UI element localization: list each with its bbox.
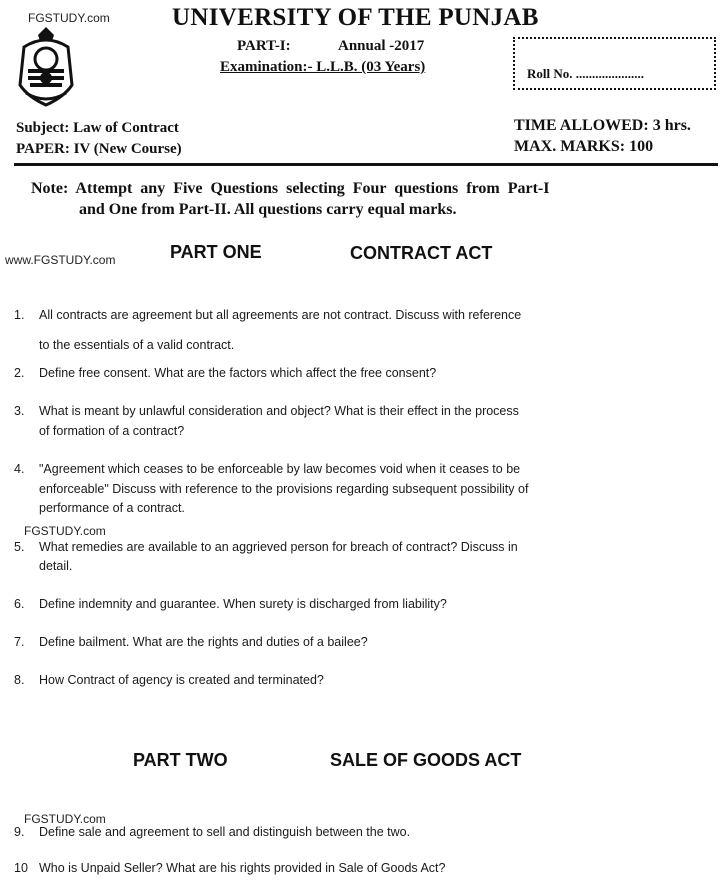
question-number: 10	[14, 861, 28, 875]
part-one-title: CONTRACT ACT	[350, 243, 493, 263]
question-text-line: Define bailment. What are the rights and duties of a bailee?	[39, 635, 368, 649]
university-logo-icon	[14, 25, 78, 107]
note-line-1: Note: Attempt any Five Questions selecting Four questions from Part-I	[31, 180, 550, 197]
question-text-line: "Agreement which ceases to be enforceable by law becomes void when it ceases to be	[39, 462, 521, 476]
part-label: PART-I:	[237, 38, 291, 54]
question-number: 3.	[14, 404, 25, 418]
question-text-line: How Contract of agency is created and terminated?	[39, 673, 324, 687]
question-text-line: performance of a contract.	[39, 501, 185, 515]
question-number: 2.	[14, 366, 25, 380]
question-text-line: enforceable" Discuss with reference to the provisions regarding subsequent possibility of	[39, 482, 529, 496]
question-text-line: What is meant by unlawful consideration and object? What is their effect in the process	[39, 404, 519, 418]
header-divider	[14, 163, 718, 166]
part-one-label: PART ONE	[170, 242, 262, 262]
question-number: 4.	[14, 462, 25, 476]
watermark-side: www.FGSTUDY.com	[5, 253, 116, 267]
question-text-line: Define free consent. What are the factors which affect the free consent?	[39, 366, 437, 380]
watermark-top: FGSTUDY.com	[28, 11, 110, 25]
paper-label: PAPER: IV (New Course)	[16, 141, 182, 157]
roll-number-box	[513, 37, 716, 90]
session-label: Annual -2017	[338, 38, 425, 54]
max-marks: MAX. MARKS: 100	[514, 138, 654, 155]
subject-label: Subject: Law of Contract	[16, 120, 179, 136]
question-text-line: All contracts are agreement but all agreements are not contract. Discuss with reference	[39, 308, 522, 322]
question-number: 8.	[14, 673, 25, 687]
question-text-line: What remedies are available to an aggrieved person for breach of contract? Discuss in	[39, 540, 518, 554]
roll-number-field: Roll No. .....................	[527, 66, 644, 81]
examination-label: Examination:- L.L.B. (03 Years)	[220, 59, 426, 75]
question-text-line: Who is Unpaid Seller? What are his rights provided in Sale of Goods Act?	[39, 861, 446, 875]
part-two-label: PART TWO	[133, 750, 228, 770]
question-text-line: Define sale and agreement to sell and distinguish between the two.	[39, 825, 411, 839]
question-text-line: Define indemnity and guarantee. When surety is discharged from liability?	[39, 597, 447, 611]
question-number: 5.	[14, 540, 25, 554]
question-number: 7.	[14, 635, 25, 649]
watermark-bottom: FGSTUDY.com	[24, 812, 106, 826]
university-title: UNIVERSITY OF THE PUNJAB	[172, 4, 539, 31]
part-two-title: SALE OF GOODS ACT	[330, 750, 522, 770]
watermark-mid: FGSTUDY.com	[24, 524, 106, 538]
question-text-line: detail.	[39, 559, 73, 573]
question-number: 1.	[14, 308, 25, 322]
time-allowed: TIME ALLOWED: 3 hrs.	[514, 117, 691, 134]
note-line-2: and One from Part-II. All questions carry equal marks.	[79, 201, 457, 218]
question-number: 9.	[14, 825, 25, 839]
question-text-line: to the essentials of a valid contract.	[39, 338, 235, 352]
question-number: 6.	[14, 597, 25, 611]
question-text-line: of formation of a contract?	[39, 424, 185, 438]
